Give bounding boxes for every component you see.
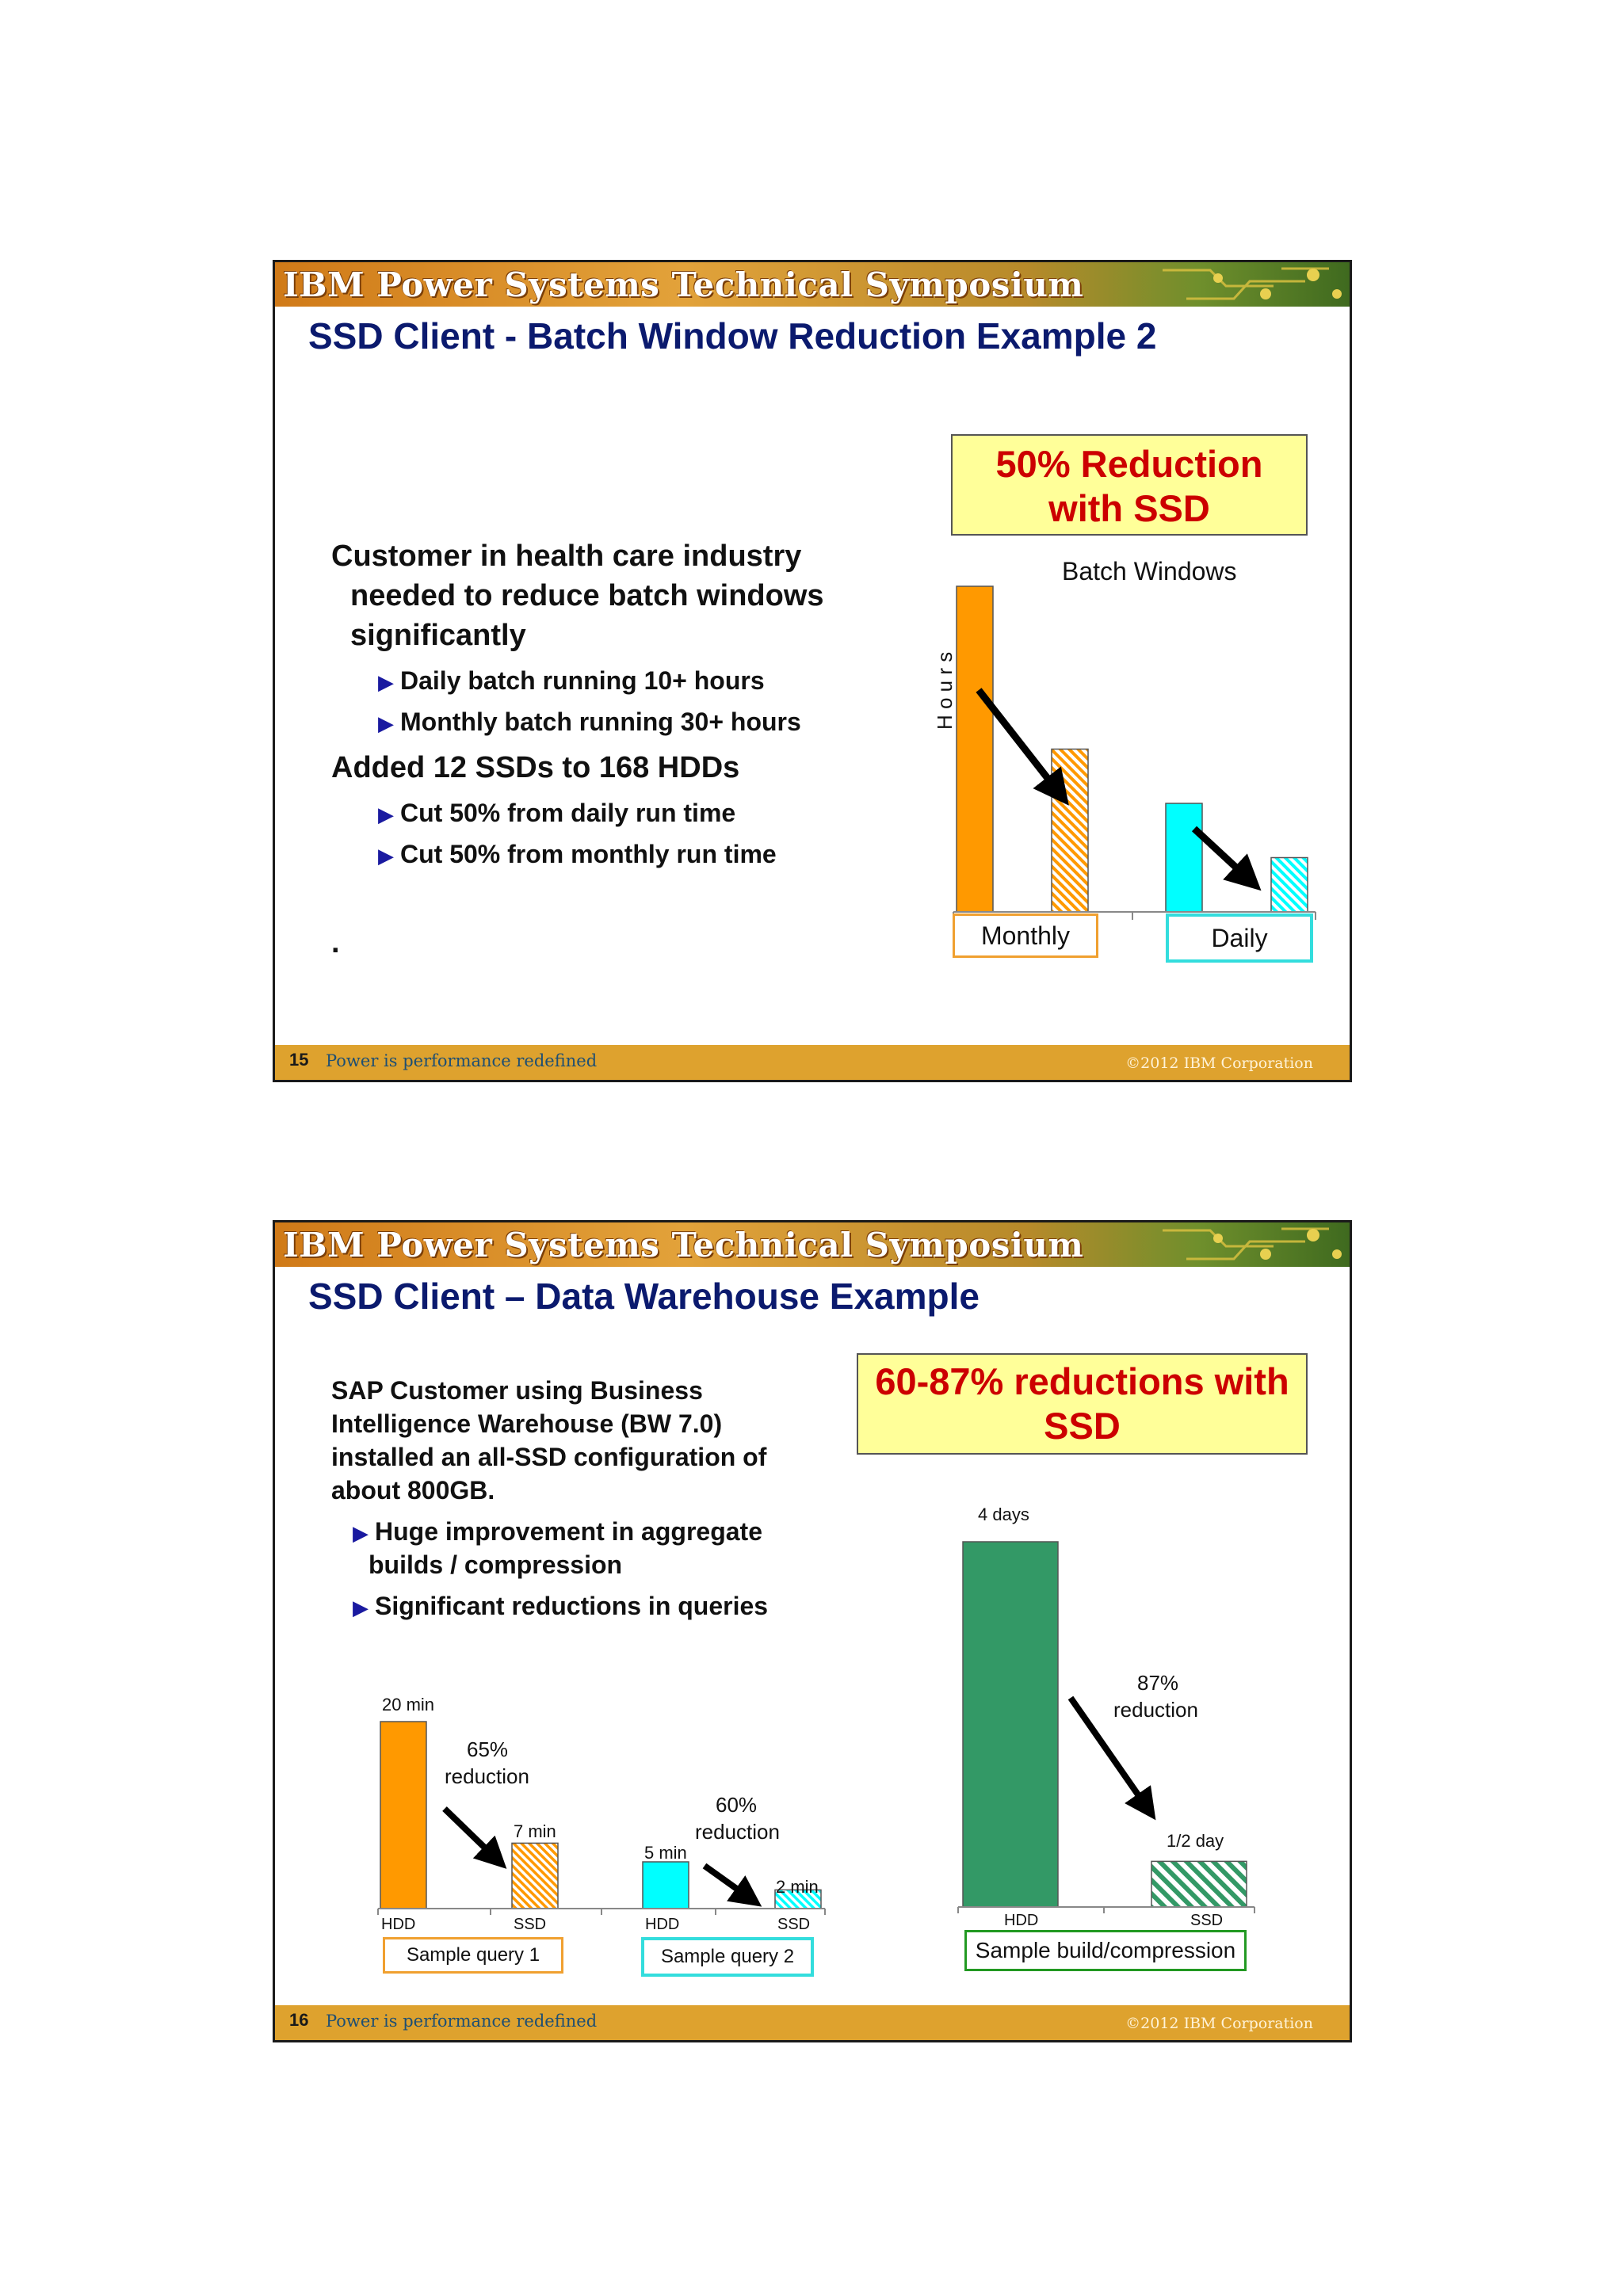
- bar-build-hdd: [963, 1542, 1058, 1907]
- bar-label: SSD: [1190, 1912, 1224, 1929]
- bar-label: SSD: [514, 1916, 547, 1933]
- paragraph-line: needed to reduce batch windows: [350, 579, 824, 612]
- category-label: Sample query 2: [660, 1946, 795, 1967]
- category-box-daily: [1166, 913, 1313, 963]
- bar-daily-ssd: [1271, 858, 1308, 913]
- page-number: 16: [289, 2010, 309, 2030]
- category-box-query-2: [641, 1937, 814, 1977]
- callout-line-1: 60-87% reductions with: [875, 1360, 1289, 1402]
- footer-copyright: ©2012 IBM Corporation: [1125, 2015, 1313, 2032]
- footer-tagline: Power is performance redefined: [326, 1051, 598, 1070]
- slide-16: [273, 1220, 1352, 2042]
- bar-monthly-hdd: [957, 586, 993, 912]
- bar-label: HDD: [381, 1916, 416, 1933]
- value-label: 20 min: [382, 1695, 435, 1714]
- value-label: 2 min: [776, 1877, 819, 1897]
- paragraph-line: about 800GB.: [331, 1476, 495, 1505]
- value-label: 1/2 day: [1167, 1831, 1224, 1851]
- slide-title: SSD Client – Data Warehouse Example: [308, 1276, 980, 1317]
- category-box-query-1: [383, 1937, 563, 1974]
- bar-label: SSD: [777, 1916, 811, 1933]
- value-label: 4 days: [978, 1505, 1029, 1524]
- bar-label: HDD: [1004, 1912, 1039, 1929]
- bar-build-ssd: [1151, 1861, 1247, 1907]
- category-box-build: [964, 1930, 1247, 1971]
- annotation-line: 65%: [467, 1737, 509, 1761]
- bar-label: HDD: [645, 1916, 680, 1933]
- bullet-text: Cut 50% from monthly run time: [400, 840, 777, 868]
- page-number: 15: [289, 1050, 309, 1070]
- bullet-arrow-icon: ▶: [378, 803, 394, 826]
- annotation-line: 87%: [1137, 1671, 1179, 1695]
- banner-title: IBM Power Systems Technical Symposium: [283, 1226, 1084, 1264]
- callout-line-2: SSD: [1044, 1405, 1121, 1447]
- annotation-line: reduction: [445, 1764, 529, 1788]
- category-box-monthly: [953, 913, 1098, 958]
- paragraph-line: Added 12 SSDs to 168 HDDs: [331, 751, 740, 784]
- paragraph-line: SAP Customer using Business: [331, 1376, 703, 1405]
- annotation-line: reduction: [1113, 1698, 1198, 1722]
- callout-line-2: with SSD: [1048, 487, 1210, 529]
- slide-15: [273, 260, 1352, 1082]
- footer-copyright: ©2012 IBM Corporation: [1125, 1055, 1313, 1072]
- annotation-line: 60%: [716, 1793, 758, 1817]
- callout-line-1: 50% Reduction: [995, 443, 1263, 485]
- y-axis-label: H o u r s: [933, 651, 957, 730]
- bullet-text: Cut 50% from daily run time: [400, 799, 736, 827]
- paragraph-line: significantly: [350, 619, 526, 652]
- slide-title: SSD Client - Batch Window Reduction Example 2: [308, 315, 1157, 357]
- bullet-text: Monthly batch running 30+ hours: [400, 707, 801, 736]
- stray-dot: .: [331, 926, 340, 959]
- bullet-continuation: builds / compression: [369, 1550, 623, 1579]
- paragraph-line: Customer in health care industry: [331, 540, 802, 573]
- slide-footer: [275, 2005, 1350, 2040]
- banner-title: IBM Power Systems Technical Symposium: [283, 265, 1084, 304]
- category-label: Daily: [1211, 924, 1268, 952]
- annotation-line: reduction: [695, 1820, 780, 1844]
- value-label: 5 min: [644, 1843, 687, 1863]
- bullet-text: Daily batch running 10+ hours: [400, 666, 765, 695]
- value-label: 7 min: [514, 1821, 556, 1841]
- category-label: Monthly: [980, 921, 1071, 950]
- footer-tagline: Power is performance redefined: [326, 2012, 598, 2031]
- category-label: Sample query 1: [406, 1944, 540, 1966]
- bullet-arrow-icon: ▶: [353, 1521, 369, 1545]
- slide-footer: [275, 1045, 1350, 1080]
- bullet-arrow-icon: ▶: [353, 1596, 369, 1619]
- category-label: Sample build/compression: [975, 1938, 1236, 1962]
- bar-monthly-ssd: [1052, 749, 1088, 913]
- paragraph-line: installed an all-SSD configuration of: [331, 1443, 767, 1471]
- bullet-arrow-icon: ▶: [378, 670, 394, 694]
- bullet-text: Significant reductions in queries: [375, 1592, 769, 1620]
- bullet-arrow-icon: ▶: [378, 844, 394, 868]
- bar-daily-hdd: [1166, 803, 1202, 912]
- paragraph-line: Intelligence Warehouse (BW 7.0): [331, 1409, 723, 1438]
- bullet-arrow-icon: ▶: [378, 711, 394, 735]
- chart-title: Batch Windows: [1062, 557, 1237, 585]
- bullet-text: Huge improvement in aggregate: [375, 1517, 762, 1546]
